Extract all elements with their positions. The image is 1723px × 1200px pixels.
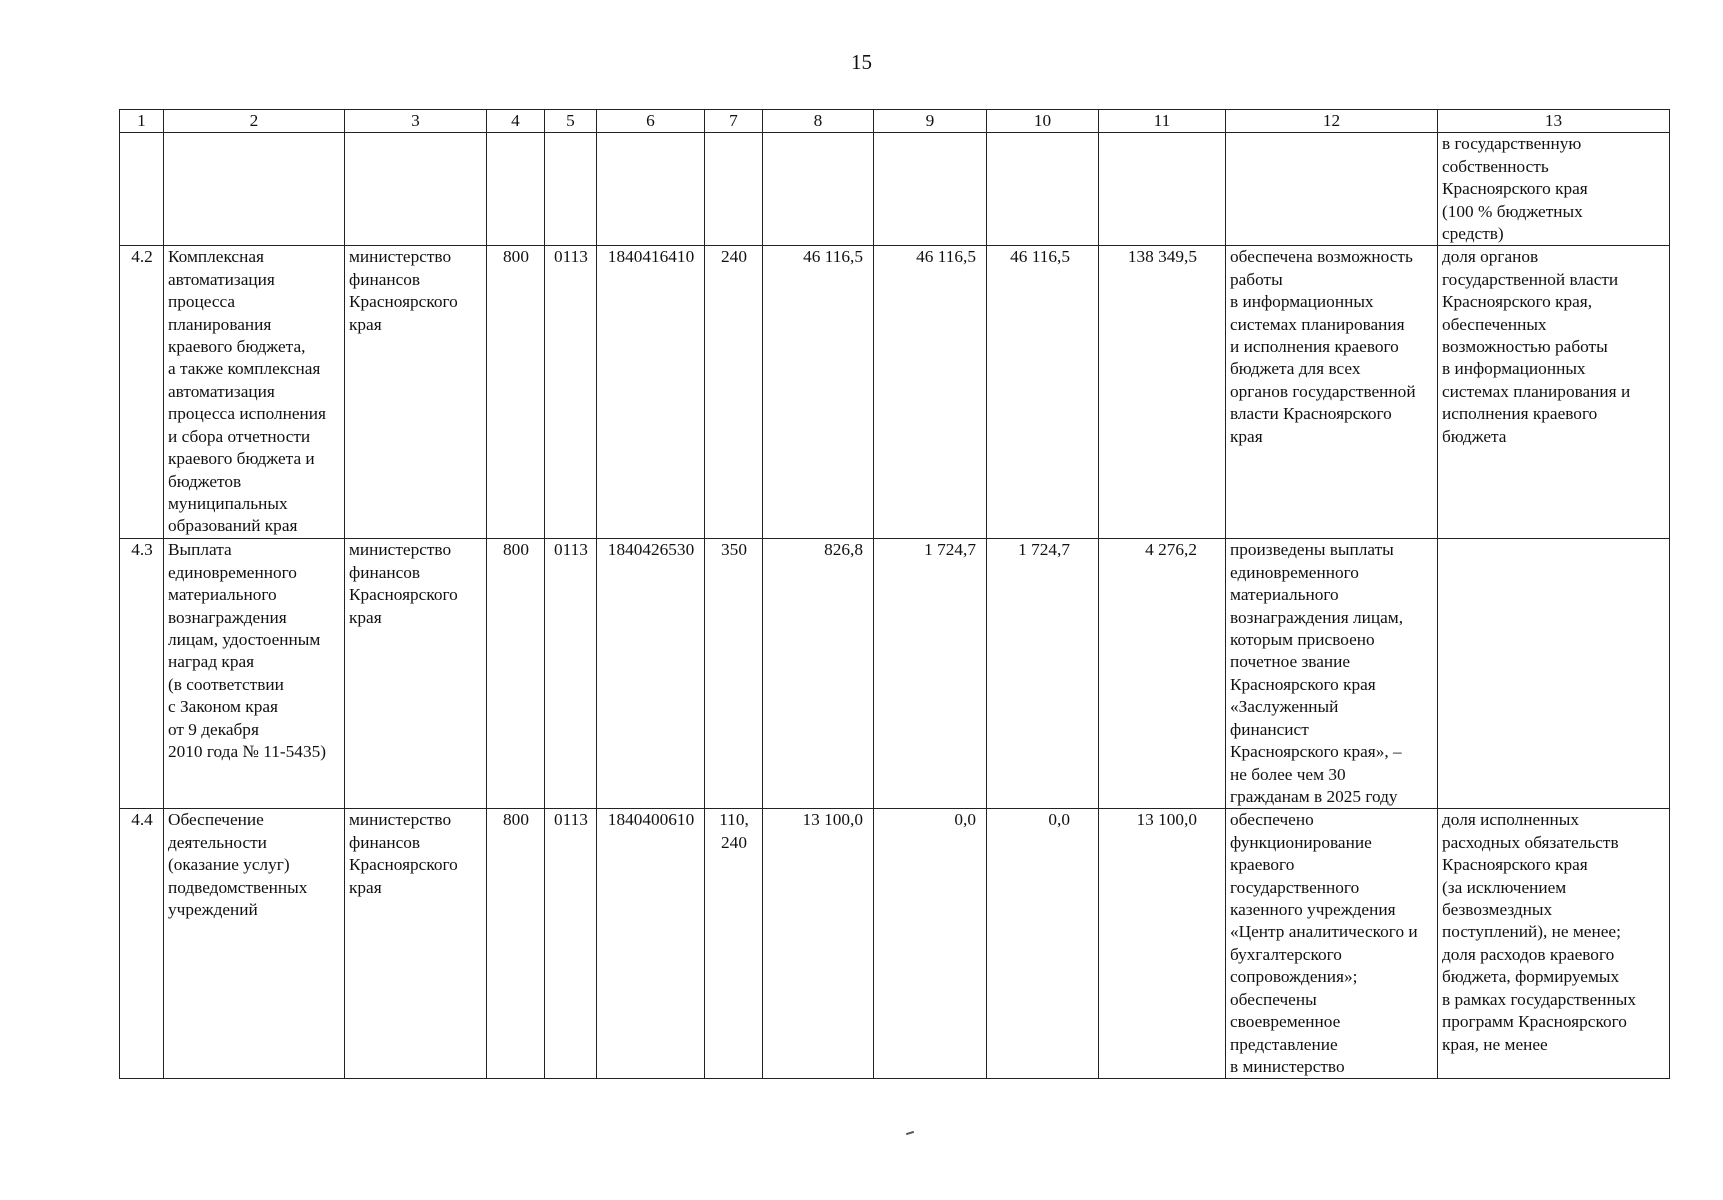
column-header: 5 — [545, 110, 597, 133]
column-header: 10 — [987, 110, 1099, 133]
cell-amount-year1: 13 100,0 — [763, 809, 874, 1079]
column-header: 13 — [1438, 110, 1670, 133]
cell-number: 4.3 — [120, 539, 164, 809]
table-row-continuation — [120, 133, 1670, 246]
cell-activity: Выплата единовременного материального вознаграждения лицам, удостоенным наград края (в соответствии с Законом края от 9 декабря 2010 года № 11-5435) — [164, 539, 345, 809]
cell-code-type: 110, 240 — [705, 809, 763, 1079]
page-number: 15 — [851, 50, 872, 74]
cell-executor — [345, 133, 487, 246]
cell-code-grbs: 800 — [487, 246, 545, 539]
cell-code-type — [705, 133, 763, 246]
column-header: 1 — [120, 110, 164, 133]
cell-amount-year1 — [763, 133, 874, 246]
cell-code-target: 1840426530 — [597, 539, 705, 809]
cell-expected-result: обеспечена возможность работы в информационных системах планирования и исполнения краевого бюджета для всех органов государственной власти Красноярского края — [1226, 246, 1438, 539]
cell-amount-year3: 46 116,5 — [987, 246, 1099, 539]
cell-code-target: 1840400610 — [597, 809, 705, 1079]
cell-expected-result — [1226, 133, 1438, 246]
column-header: 11 — [1099, 110, 1226, 133]
cell-code-section: 0113 — [545, 539, 597, 809]
cell-code-target: 1840416410 — [597, 246, 705, 539]
cell-amount-year2: 1 724,7 — [874, 539, 987, 809]
cell-number: 4.2 — [120, 246, 164, 539]
column-number-row — [120, 110, 1670, 133]
cell-code-section — [545, 133, 597, 246]
cell-activity — [164, 133, 345, 246]
column-header: 3 — [345, 110, 487, 133]
column-header: 2 — [164, 110, 345, 133]
cell-amount-total: 138 349,5 — [1099, 246, 1226, 539]
cell-amount-total — [1099, 133, 1226, 246]
cell-executor: министерство финансов Красноярского края — [345, 809, 487, 1079]
cell-code-section: 0113 — [545, 246, 597, 539]
cell-code-type: 350 — [705, 539, 763, 809]
cell-executor: министерство финансов Красноярского края — [345, 539, 487, 809]
cell-indicator — [1438, 539, 1670, 809]
cell-code-grbs: 800 — [487, 809, 545, 1079]
cell-number — [120, 133, 164, 246]
cell-code-grbs: 800 — [487, 539, 545, 809]
cell-amount-year2: 0,0 — [874, 809, 987, 1079]
cell-code-section: 0113 — [545, 809, 597, 1079]
cell-executor: министерство финансов Красноярского края — [345, 246, 487, 539]
cell-code-target — [597, 133, 705, 246]
column-header: 6 — [597, 110, 705, 133]
cell-amount-year2 — [874, 133, 987, 246]
cell-amount-year3 — [987, 133, 1099, 246]
cell-amount-total: 4 276,2 — [1099, 539, 1226, 809]
program-activities-table — [119, 109, 1670, 1079]
cell-amount-year3: 1 724,7 — [987, 539, 1099, 809]
table-row — [120, 809, 1670, 1079]
scan-mark — [906, 1131, 914, 1135]
column-header: 4 — [487, 110, 545, 133]
table-row — [120, 539, 1670, 809]
table-row — [120, 246, 1670, 539]
cell-indicator: доля органов государственной власти Красноярского края, обеспеченных возможностью работы в информационных системах планирования и исполнения краевого бюджета — [1438, 246, 1670, 539]
cell-amount-year3: 0,0 — [987, 809, 1099, 1079]
cell-amount-year1: 826,8 — [763, 539, 874, 809]
cell-code-grbs — [487, 133, 545, 246]
cell-activity: Обеспечение деятельности (оказание услуг) подведомственных учреждений — [164, 809, 345, 1079]
cell-expected-result: произведены выплаты единовременного материального вознаграждения лицам, которым присвоено почетное звание Красноярского края «Заслуженный финансист Красноярского края», – не более чем 30 гражданам в 2025 году — [1226, 539, 1438, 809]
cell-indicator: доля исполненных расходных обязательств Красноярского края (за исключением безвозмездных поступлений), не менее; доля расходов краевого бюджета, формируемых в рамках государственных программ Красноярского края, не менее — [1438, 809, 1670, 1079]
column-header: 12 — [1226, 110, 1438, 133]
cell-amount-year2: 46 116,5 — [874, 246, 987, 539]
cell-number: 4.4 — [120, 809, 164, 1079]
cell-indicator: в государственную собственность Красноярского края (100 % бюджетных средств) — [1438, 133, 1670, 246]
cell-amount-total: 13 100,0 — [1099, 809, 1226, 1079]
column-header: 8 — [763, 110, 874, 133]
cell-amount-year1: 46 116,5 — [763, 246, 874, 539]
cell-expected-result: обеспечено функционирование краевого государственного казенного учреждения «Центр аналитического и бухгалтерского сопровождения»; обеспечены своевременное представление в министерство — [1226, 809, 1438, 1079]
cell-code-type: 240 — [705, 246, 763, 539]
column-header: 9 — [874, 110, 987, 133]
cell-activity: Комплексная автоматизация процесса планирования краевого бюджета, а также комплексная автоматизация процесса исполнения и сбора отчетности краевого бюджета и бюджетов муниципальных образований края — [164, 246, 345, 539]
column-header: 7 — [705, 110, 763, 133]
